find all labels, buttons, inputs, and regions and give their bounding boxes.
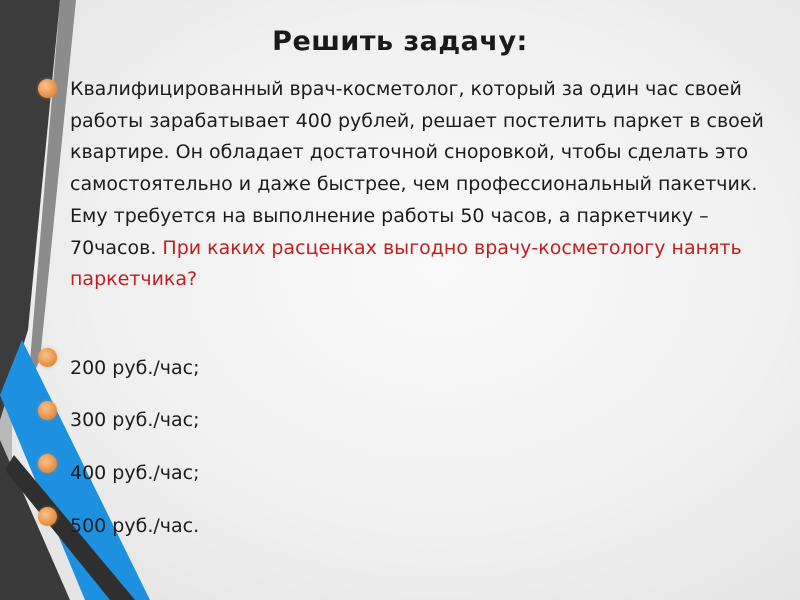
option-item: 500 руб./час. xyxy=(70,515,200,537)
slide-title: Решить задачу: xyxy=(272,26,528,57)
option-item: 400 руб./час; xyxy=(70,462,200,484)
problem-question: При каких расценках выгодно врачу-косметологу нанять паркетчика? xyxy=(70,236,742,291)
option-item: 200 руб./час; xyxy=(70,357,200,379)
bullet-icon xyxy=(38,79,57,98)
problem-statement: Квалифицированный врач-косметолог, который за один час своей работы зарабатывает 400 рублей, решает постелить паркет в своей квартире. Он обладает достаточной сноровкой, чтобы сделать это самостоятельно и даже быстрее, чем профессиональный пакетчик. Ему требуется на выполнение работы 50 часов, а паркетчику – 70часов. xyxy=(70,78,764,259)
option-item: 300 руб./час; xyxy=(70,409,200,431)
bullet-icon xyxy=(38,348,57,367)
bullet-icon xyxy=(38,507,57,526)
problem-text xyxy=(70,74,780,296)
bullet-icon xyxy=(38,401,57,420)
bullet-icon xyxy=(38,454,57,473)
